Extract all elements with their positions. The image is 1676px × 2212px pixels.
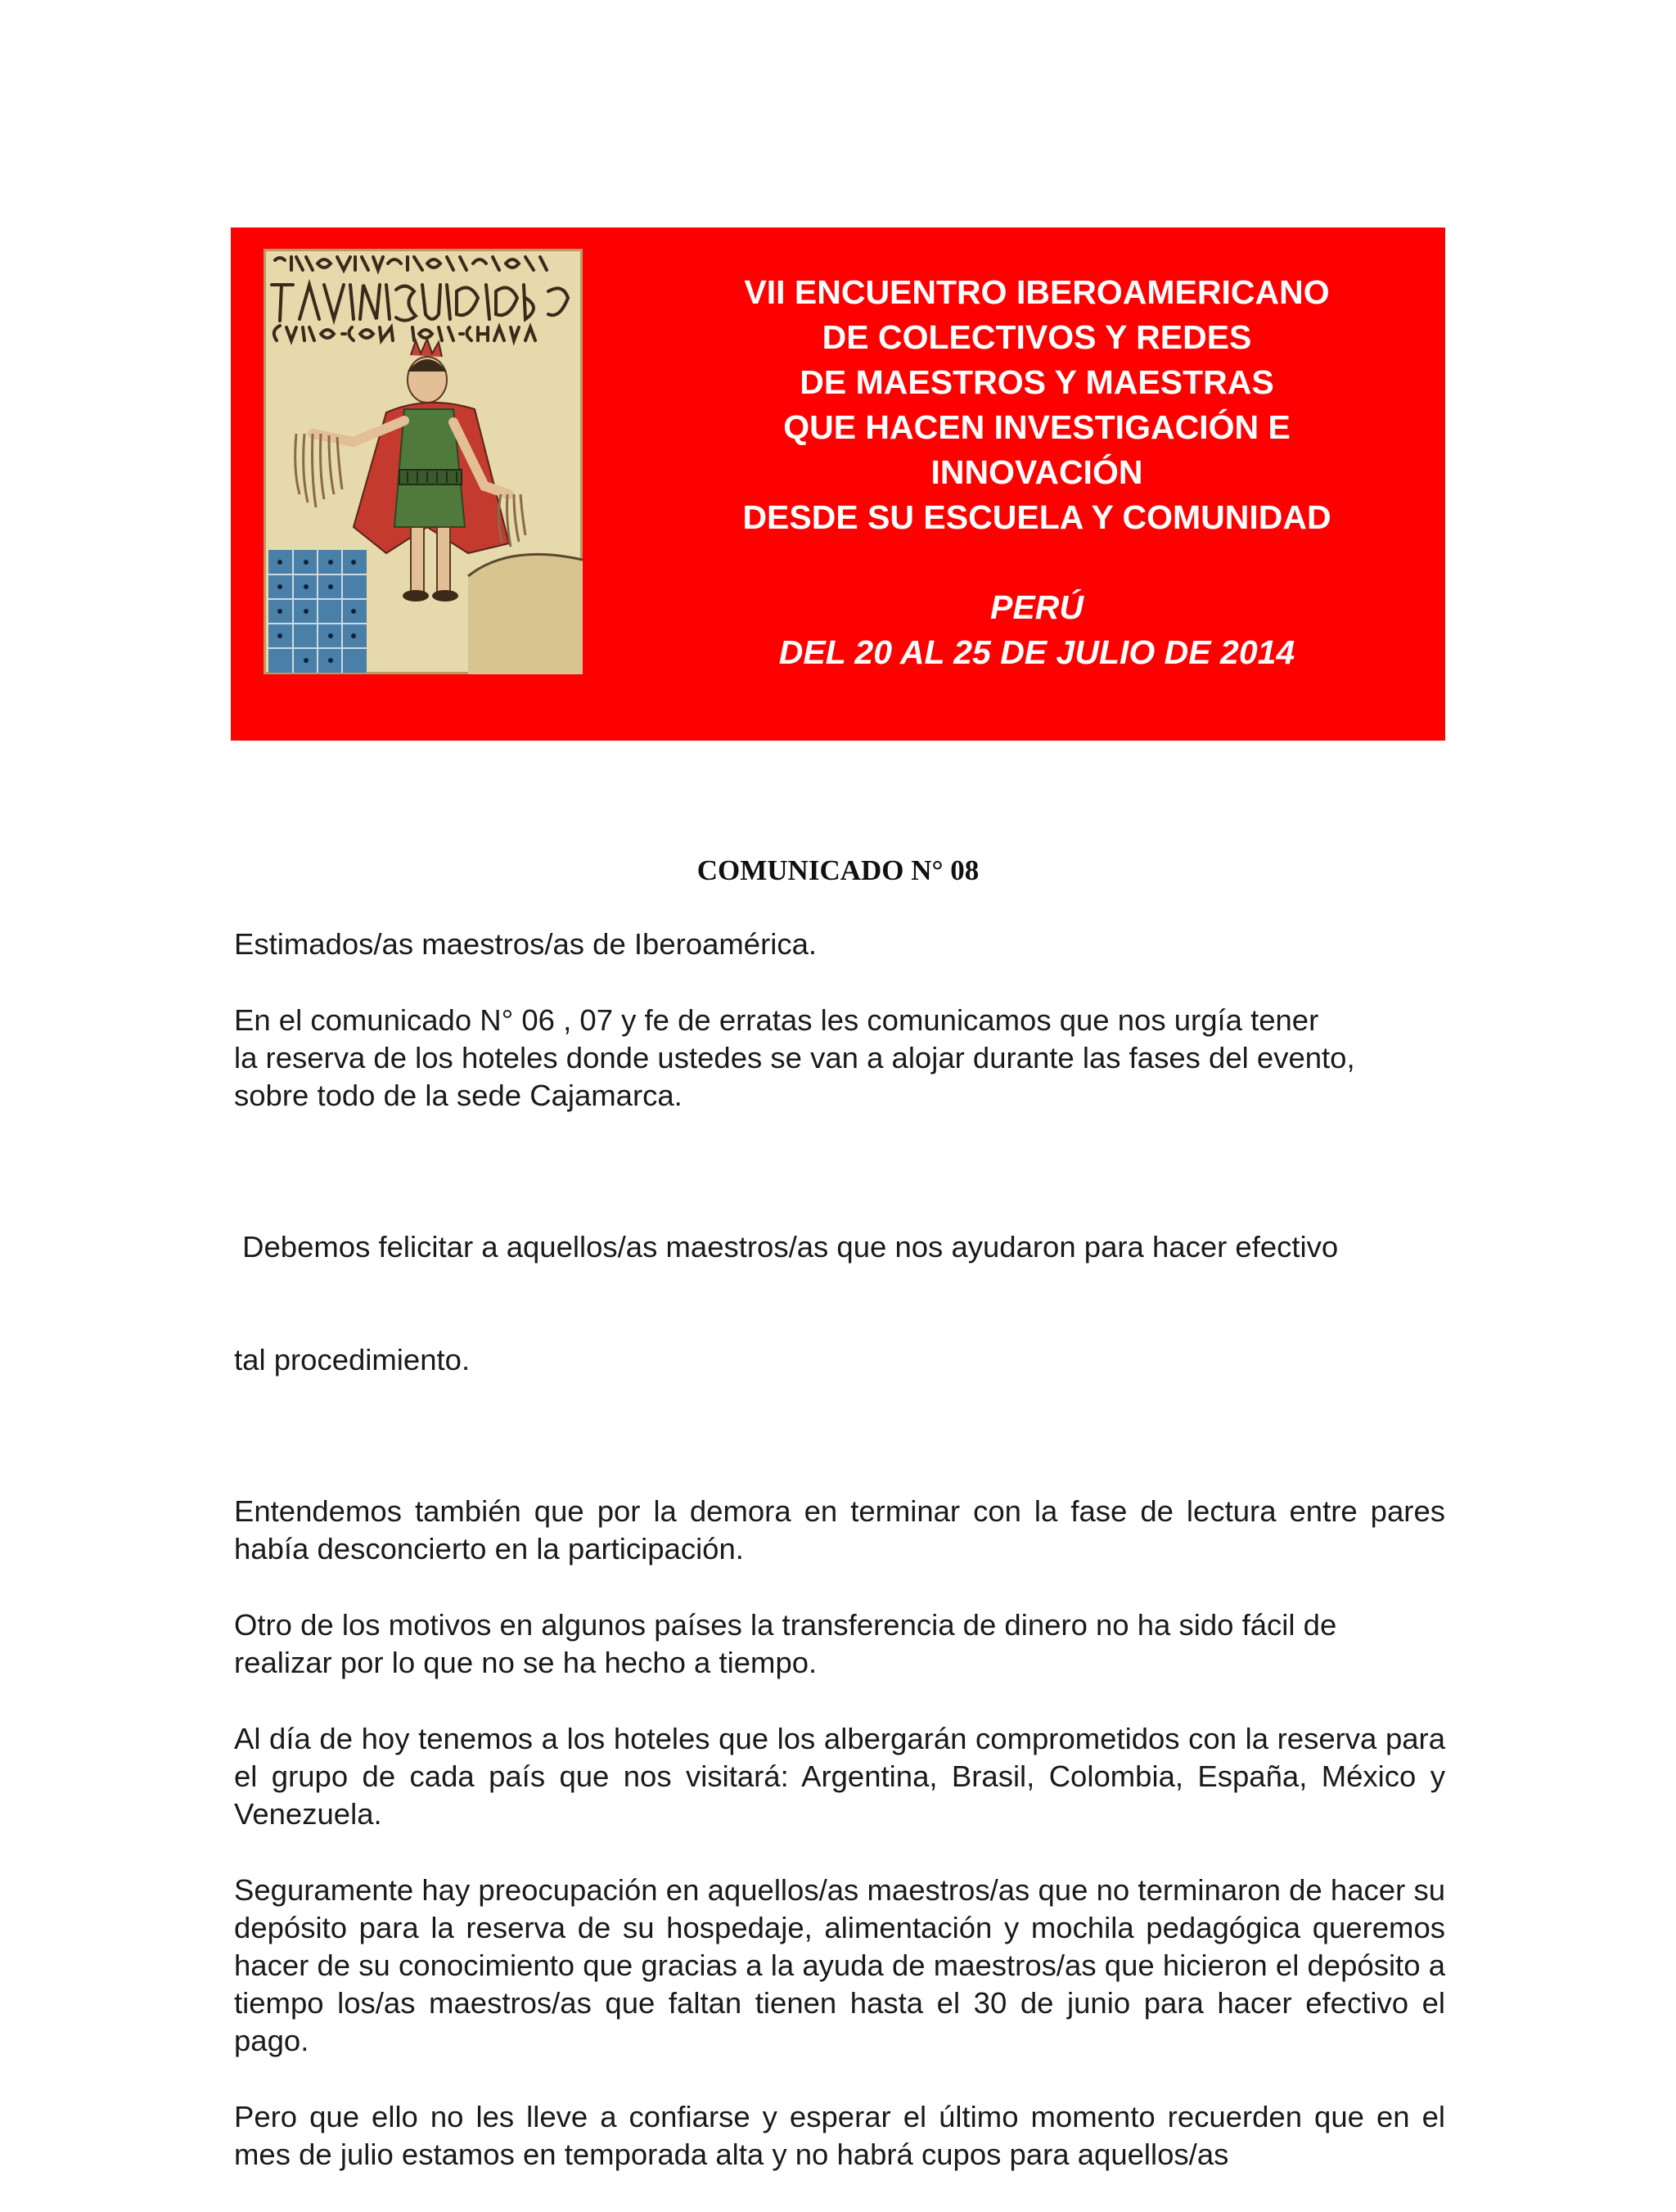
event-title-line-5: INNOVACIÓN	[930, 453, 1143, 491]
guaman-poma-illustration	[264, 249, 583, 674]
paragraph-6: Seguramente hay preocupación en aquellos/as maestros/as que no terminaron de hacer su depósito para la reserva de su hospedaje, alimentación y mochila pedagógica queremos hacer de su conocimiento que gracias a la ayuda de maestros/as que hicieron el depósito a tiempo los/as maestros/as que faltan tienen hasta el 30 de junio para hacer efectivo el pago.	[234, 1873, 1445, 2057]
event-title-line-2: DE COLECTIVOS Y REDES	[822, 318, 1252, 356]
event-banner	[231, 228, 1445, 741]
paragraph-5: Al día de hoy tenemos a los hoteles que los albergarán comprometidos con la reserva para el grupo de cada país que nos visitará: Argentina, Brasil, Colombia, España, México y Venezuela.	[234, 1722, 1445, 1831]
paragraph-3: Entendemos también que por la demora en terminar con la fase de lectura entre pares había desconcierto en la participación.	[234, 1494, 1445, 1566]
event-title-line-6: DESDE SU ESCUELA Y COMUNIDAD	[742, 498, 1331, 536]
paragraph-2-line-1: Debemos felicitar a aquellos/as maestros/as que nos ayudaron para hacer efectivo	[234, 1230, 1339, 1264]
paragraph-2-line-2: tal procedimiento.	[234, 1343, 471, 1376]
document-title: COMUNICADO N° 08	[696, 854, 980, 886]
paragraph-4	[234, 1606, 1445, 1682]
paragraph-1	[234, 1002, 1445, 1115]
event-title-block	[665, 270, 1409, 675]
paragraph-1-line-1: En el comunicado N° 06 , 07 y fe de erratas les comunicamos que nos urgía tener	[234, 1003, 1319, 1037]
paragraph-7: Pero que ello no les lleve a confiarse y esperar el último momento recuerden que en el mes de julio estamos en temporada alta y no habrá cupos para aquellos/as	[234, 2100, 1445, 2171]
paragraph-4-line-1: Otro de los motivos en algunos países la transferencia de dinero no ha sido fácil de	[234, 1608, 1337, 1642]
paragraph-4-line-2: realizar por lo que no se ha hecho a tiempo.	[234, 1646, 818, 1679]
event-title-line-4: QUE HACEN INVESTIGACIÓN E	[783, 408, 1291, 446]
title-spacer	[665, 540, 1409, 585]
greeting: Estimados/as maestros/as de Iberoamérica.	[234, 927, 818, 961]
event-country: PERÚ	[990, 588, 1084, 626]
paragraph-1-line-2: la reserva de los hoteles donde ustedes se van a alojar durante las fases del evento,	[234, 1041, 1355, 1074]
event-dates: DEL 20 AL 25 DE JULIO DE 2014	[778, 633, 1295, 671]
event-title-line-1: VII ENCUENTRO IBEROAMERICANO	[744, 273, 1330, 311]
document-body	[234, 926, 1445, 2212]
paragraph-1-line-3: sobre todo de la sede Cajamarca.	[234, 1079, 683, 1112]
event-title-line-3: DE MAESTROS Y MAESTRAS	[800, 363, 1274, 401]
paragraph-2	[234, 1153, 1445, 1454]
